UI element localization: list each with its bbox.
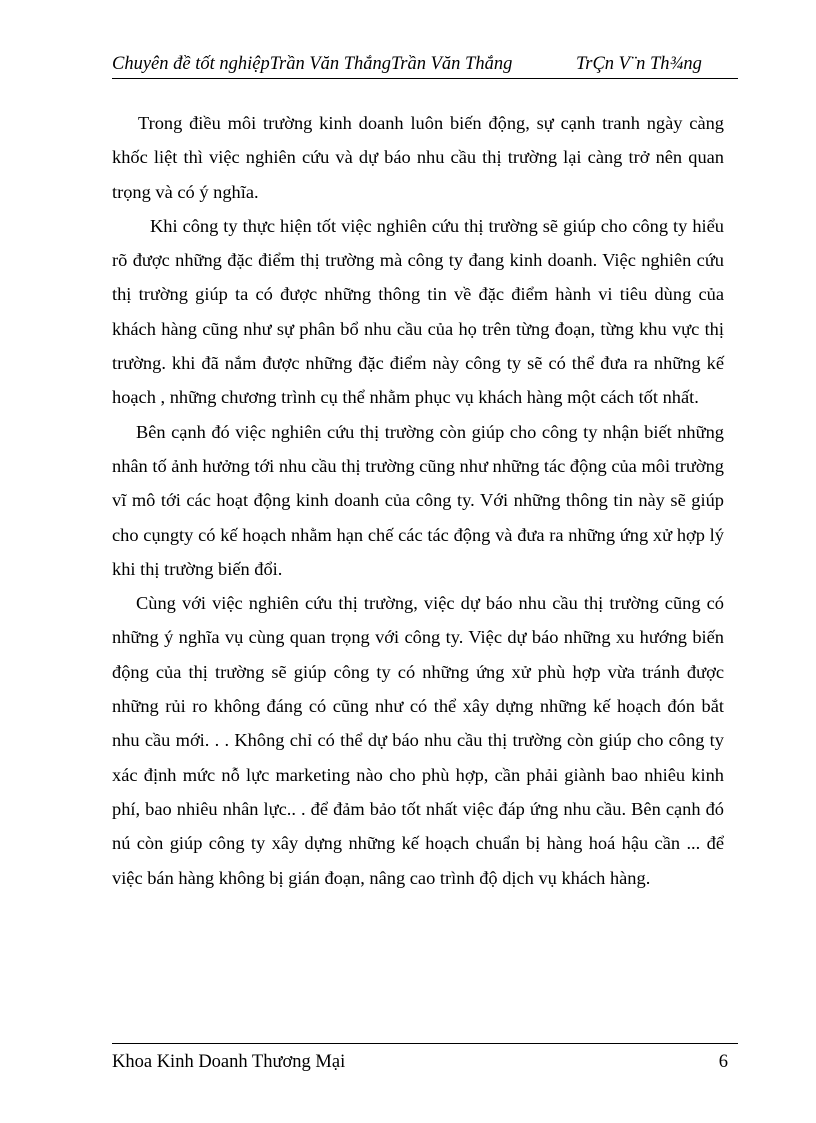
paragraph-3: Bên cạnh đó việc nghiên cứu thị trường còn giúp cho công ty nhận biết những nhân tố ảnh hưởng tới nhu cầu thị trường cũng như những tác động của môi trường vĩ mô tới các hoạt động kinh doanh của công ty. Với những thông tin này sẽ giúp cho cụngty có kế hoạch nhằm hạn chế các tác động và đưa ra những ứng xử hợp lý khi thị trường biến đổi. <box>112 421 724 579</box>
paragraph-4: Cùng với việc nghiên cứu thị trường, việc dự báo nhu cầu thị trường cũng có những ý nghĩa vụ cùng quan trọng với công ty. Việc dự báo những xu hướng biến động của thị trường sẽ giúp công ty có những ứng xử phù hợp vừa tránh được những rủi ro không đáng có cũng như có thể xây dựng những kế hoạch đón bắt nhu cầu mới. . . Không chỉ có thể dự báo nhu cầu thị trường còn giúp cho công ty xác định mức nỗ lực marketing nào cho phù hợp, cần phải giành bao nhiêu kinh phí, bao nhiêu nhân lực.. . để đảm bảo tốt nhất việc đáp ứng nhu cầu. Bên cạnh đó nú còn giúp công ty xây dựng những kế hoạch chuẩn bị hàng hoá hậu cần ... để việc bán hàng không bị gián đoạn, nâng cao trình độ dịch vụ khách hàng. <box>112 593 724 888</box>
footer-divider <box>112 1043 738 1044</box>
footer-department: Khoa Kinh Doanh Thương Mại <box>112 1052 346 1072</box>
header-author: TrÇn V¨n Th¾ng <box>576 54 702 74</box>
paragraph-1: Trong điều môi trường kinh doanh luôn biến động, sự cạnh tranh ngày càng khốc liệt thì việc nghiên cứu và dự báo nhu cầu thị trường lại càng trở nên quan trọng và có ý nghĩa. <box>112 113 724 202</box>
paragraph-2: Khi công ty thực hiện tốt việc nghiên cứu thị trường sẽ giúp cho công ty hiểu rõ được những đặc điểm thị trường mà công ty đang kinh doanh. Việc nghiên cứu thị trường giúp ta có được những thông tin về đặc điểm hành vi tiêu dùng của khách hàng cũng như sự phân bổ nhu cầu của họ trên từng đoạn, từng khu vực thị trường. khi đã nắm được những đặc điểm này công ty sẽ có thể đưa ra những kế hoạch , những chương trình cụ thể nhằm phục vụ khách hàng một cách tốt nhất. <box>112 215 724 408</box>
document-body <box>112 106 724 895</box>
page-number: 6 <box>718 1052 728 1072</box>
header-title: Chuyên đề tốt nghiệpTrần Văn ThắngTrần Văn Thắng <box>112 54 513 74</box>
page-footer <box>112 1047 738 1077</box>
page-header <box>112 50 738 79</box>
